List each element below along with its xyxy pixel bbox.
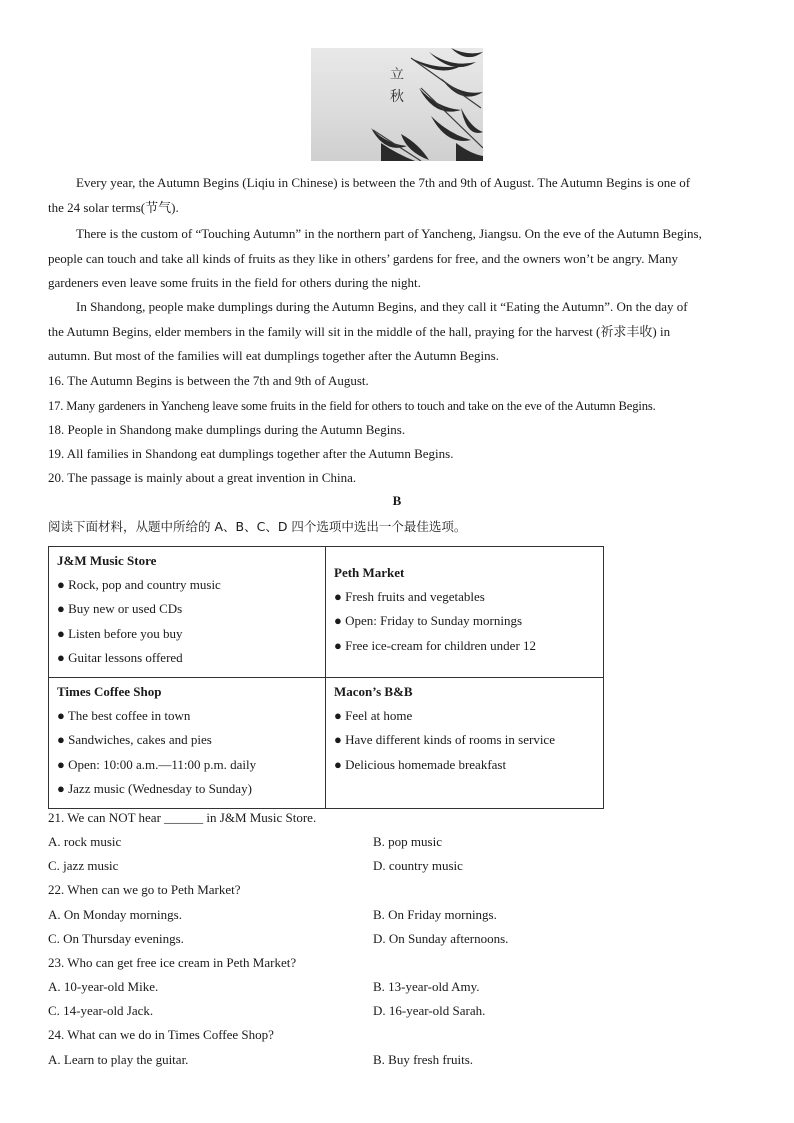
illustration-caption [389,64,405,108]
option-22-b: B. On Friday mornings. [373,907,497,922]
statement-20: 20. The passage is mainly about a great invention in China. [48,470,357,485]
ad-item: ● Open: Friday to Sunday mornings [334,613,523,629]
ad-item: ● Rock, pop and country music [57,577,221,592]
statement-17: 17. Many gardeners in Yancheng leave some fruits in the field for others to touch and take on the eve of the Autumn Begins. [48,399,656,413]
ad-item: ● Buy new or used CDs [57,601,183,617]
option-23-d: D. 16-year-old Sarah. [373,1003,486,1018]
illustration-char-1: 立 [390,67,404,83]
passage-line: people can touch and take all kinds of fruits as they like in others’ gardens for free, and the owners won’t be angry. Many [48,250,679,266]
passage-line: There is the custom of “Touching Autumn” in the northern part of Yancheng, Jiangsu. On the eve of the Autumn Begins, [76,226,702,241]
ad-times-coffee-shop [57,680,256,801]
statement-19: 19. All families in Shandong eat dumplings together after the Autumn Begins. [48,446,454,461]
option-21-a: A. rock music [48,834,122,849]
ad-title: J&M Music Store [57,553,157,568]
option-23-a: A. 10-year-old Mike. [48,979,159,994]
passage-line: autumn. But most of the families will eat dumplings together after the Autumn Begins. [48,348,499,363]
option-21-d: D. country music [373,858,463,873]
statement-18: 18. People in Shandong make dumplings during the Autumn Begins. [48,422,406,437]
option-24-a: A. Learn to play the guitar. [48,1052,189,1067]
option-23-b: B. 13-year-old Amy. [373,979,480,994]
illustration-char-2: 秋 [390,89,404,105]
ad-item: ● Sandwiches, cakes and pies [57,732,212,748]
statement-16: 16. The Autumn Begins is between the 7th and 9th of August. [48,373,369,388]
option-24-b: B. Buy fresh fruits. [373,1052,474,1067]
option-22-d: D. On Sunday afternoons. [373,931,509,946]
ad-item: ● Free ice-cream for children under 12 [334,637,537,653]
option-23-c: C. 14-year-old Jack. [48,1003,154,1018]
passage-paragraph-2 [48,222,746,296]
question-21: 21. We can NOT hear ______ in J&M Music Store. [48,810,317,825]
option-21-c: C. jazz music [48,858,119,873]
ad-item: ● The best coffee in town [57,708,191,723]
ad-item: ● Have different kinds of rooms in service [334,732,555,748]
passage-line: the Autumn Begins, elder members in the family will sit in the middle of the hall, praying for the harvest (祈求丰收) in [48,323,671,339]
question-23: 23. Who can get free ice cream in Peth Market? [48,955,297,970]
option-21-b: B. pop music [373,834,442,849]
passage-line: In Shandong, people make dumplings during the Autumn Begins, and they call it “Eating the Autumn”. On the day of [76,299,688,314]
ads-table [48,546,604,809]
ad-peth-market [334,561,536,658]
ad-item: ● Guitar lessons offered [57,649,183,665]
ad-item: ● Jazz music (Wednesday to Sunday) [57,780,252,796]
section-b-instruction: 阅读下面材料，从题中所给的 A、B、C、D 四个选项中选出一个最佳选项。 [48,519,467,534]
ad-item: ● Delicious homemade breakfast [334,756,507,772]
option-22-c: C. On Thursday evenings. [48,931,184,946]
passage-line: Every year, the Autumn Begins (Liqiu in Chinese) is between the 7th and 9th of August. The Autumn Begins is one of [76,175,691,190]
ad-title: Times Coffee Shop [57,684,162,699]
question-24: 24. What can we do in Times Coffee Shop? [48,1027,274,1042]
passage-paragraph-1 [48,171,746,220]
liqiu-illustration [311,48,483,161]
ad-title: Peth Market [334,565,405,580]
option-22-a: A. On Monday mornings. [48,907,182,922]
ad-macons-bb [334,680,555,777]
passage-line: the 24 solar terms(节气). [48,199,179,215]
ad-title: Macon’s B&B [334,684,413,699]
ad-item: ● Listen before you buy [57,625,183,641]
table-divider [49,677,603,678]
question-22: 22. When can we go to Peth Market? [48,882,241,897]
ad-item: ● Fresh fruits and vegetables [334,589,485,604]
passage-line: gardeners even leave some fruits in the field for others during the night. [48,275,421,290]
ad-jm-music-store [57,549,221,670]
passage-paragraph-3 [48,295,746,369]
ad-item: ● Feel at home [334,708,413,723]
ad-item: ● Open: 10:00 a.m.—11:00 p.m. daily [57,756,257,772]
section-b-heading: B [392,493,402,508]
